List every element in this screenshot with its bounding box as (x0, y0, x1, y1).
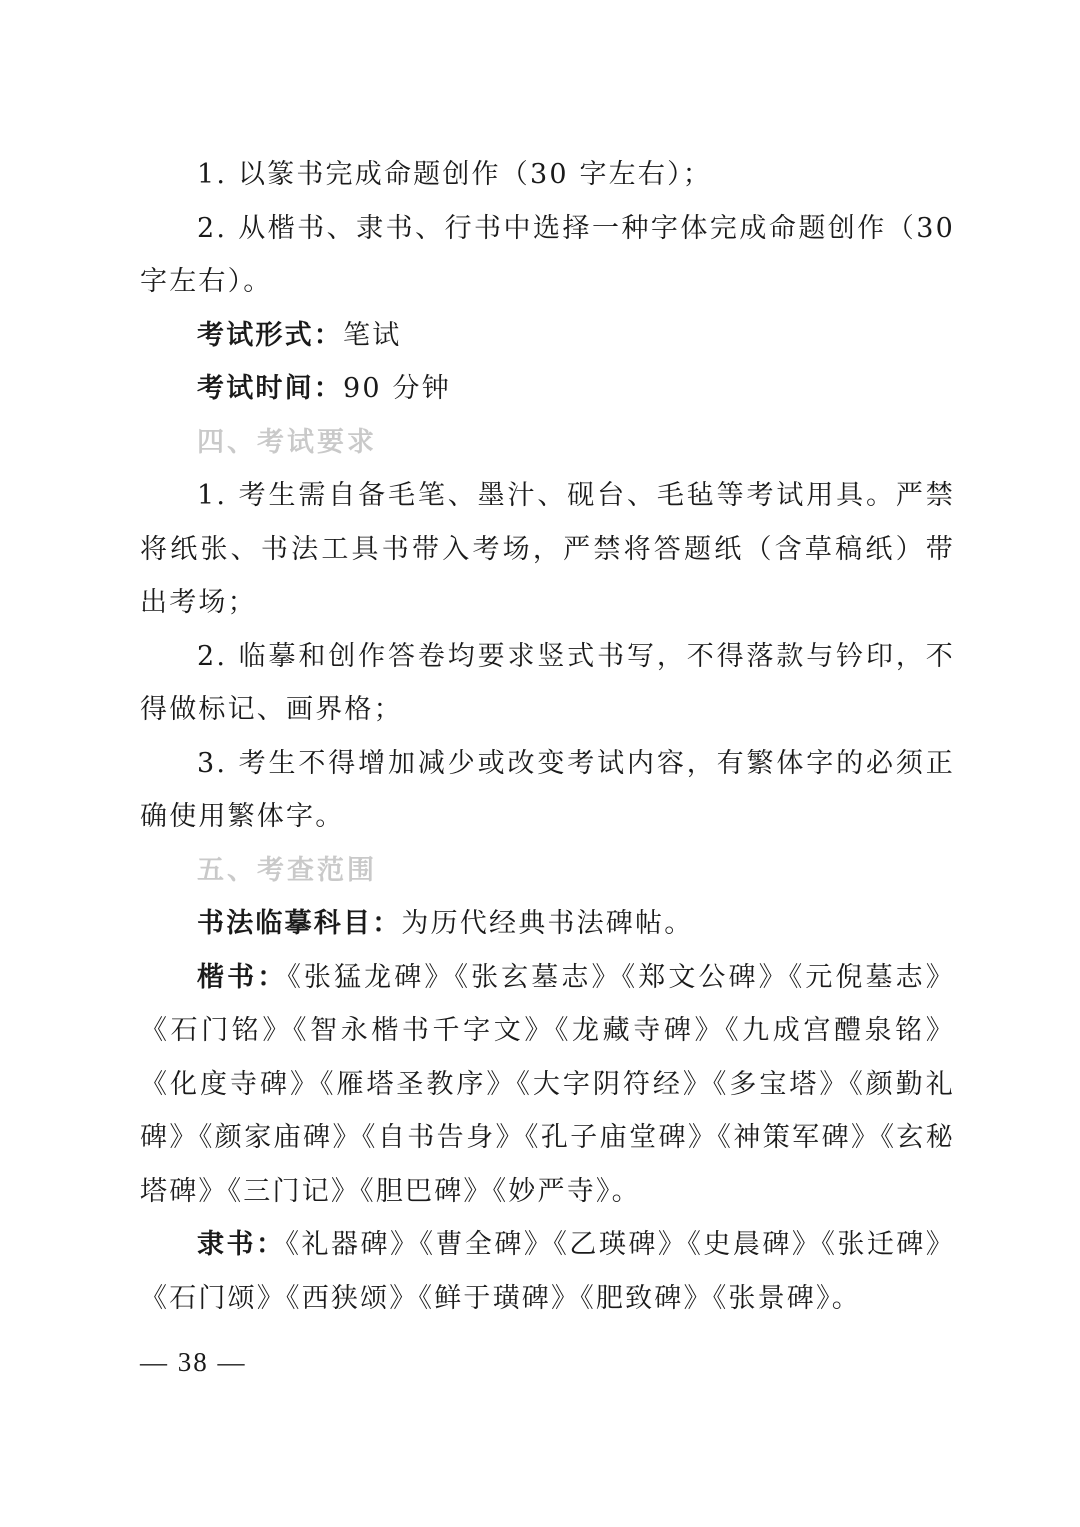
item-other-script: 2. 从楷书、隶书、行书中选择一种字体完成命题创作（30 字左右）。 (140, 212, 955, 297)
copy-subject-line (140, 897, 955, 951)
copy-subject-label: 书法临摹科目： (197, 908, 402, 939)
item-seal-script: 1. 以篆书完成命题创作（30 字左右）； (197, 159, 712, 190)
lishu-label: 隶书： (197, 1229, 286, 1260)
exam-time-line (140, 362, 955, 416)
kaishu-value: 《张猛龙碑》《张玄墓志》《郑文公碑》《元倪墓志》《石门铭》《智永楷书千字文》《龙藏寺碑》《九成宫醴泉铭》《化度寺碑》《雁塔圣教序》《大字阴符经》《多宝塔》《颜勤礼碑》《颜家庙碑》《自书告身》《孔子庙堂碑》《神策军碑》《玄秘塔碑》《三门记》《胆巴碑》《妙严寺》。 (140, 961, 955, 1207)
exam-time-value: 90 分钟 (343, 373, 451, 404)
exam-form-label: 考试形式： (197, 319, 343, 351)
section-4-heading: 四、考试要求 (197, 426, 377, 458)
section-5-heading: 五、考查范围 (197, 854, 377, 886)
requirement-1: 1. 考生需自备毛笔、墨汁、砚台、毛毡等考试用具。严禁将纸张、书法工具书带入考场，严禁将答题纸（含草稿纸）带出考场； (140, 480, 955, 618)
exam-form-line (140, 309, 955, 363)
lishu-list (140, 1218, 955, 1325)
lishu-value: 《礼器碑》《曹全碑》《乙瑛碑》《史晨碑》《张迁碑》《石门颂》《西狭颂》《鲜于璜碑》《肥致碑》《张景碑》。 (140, 1229, 955, 1314)
kaishu-list (140, 951, 955, 1219)
copy-subject-value: 为历代经典书法碑帖。 (401, 908, 694, 939)
requirement-3: 3. 考生不得增加减少或改变考试内容，有繁体字的必须正确使用繁体字。 (140, 747, 955, 832)
page-number: — 38 — (140, 1347, 247, 1377)
requirement-2: 2. 临摹和创作答卷均要求竖式书写，不得落款与钤印，不得做标记、画界格； (140, 640, 955, 725)
kaishu-label: 楷书： (197, 961, 288, 993)
exam-time-label: 考试时间： (197, 373, 343, 404)
document-body (140, 148, 955, 1325)
exam-form-value: 笔试 (343, 319, 402, 351)
